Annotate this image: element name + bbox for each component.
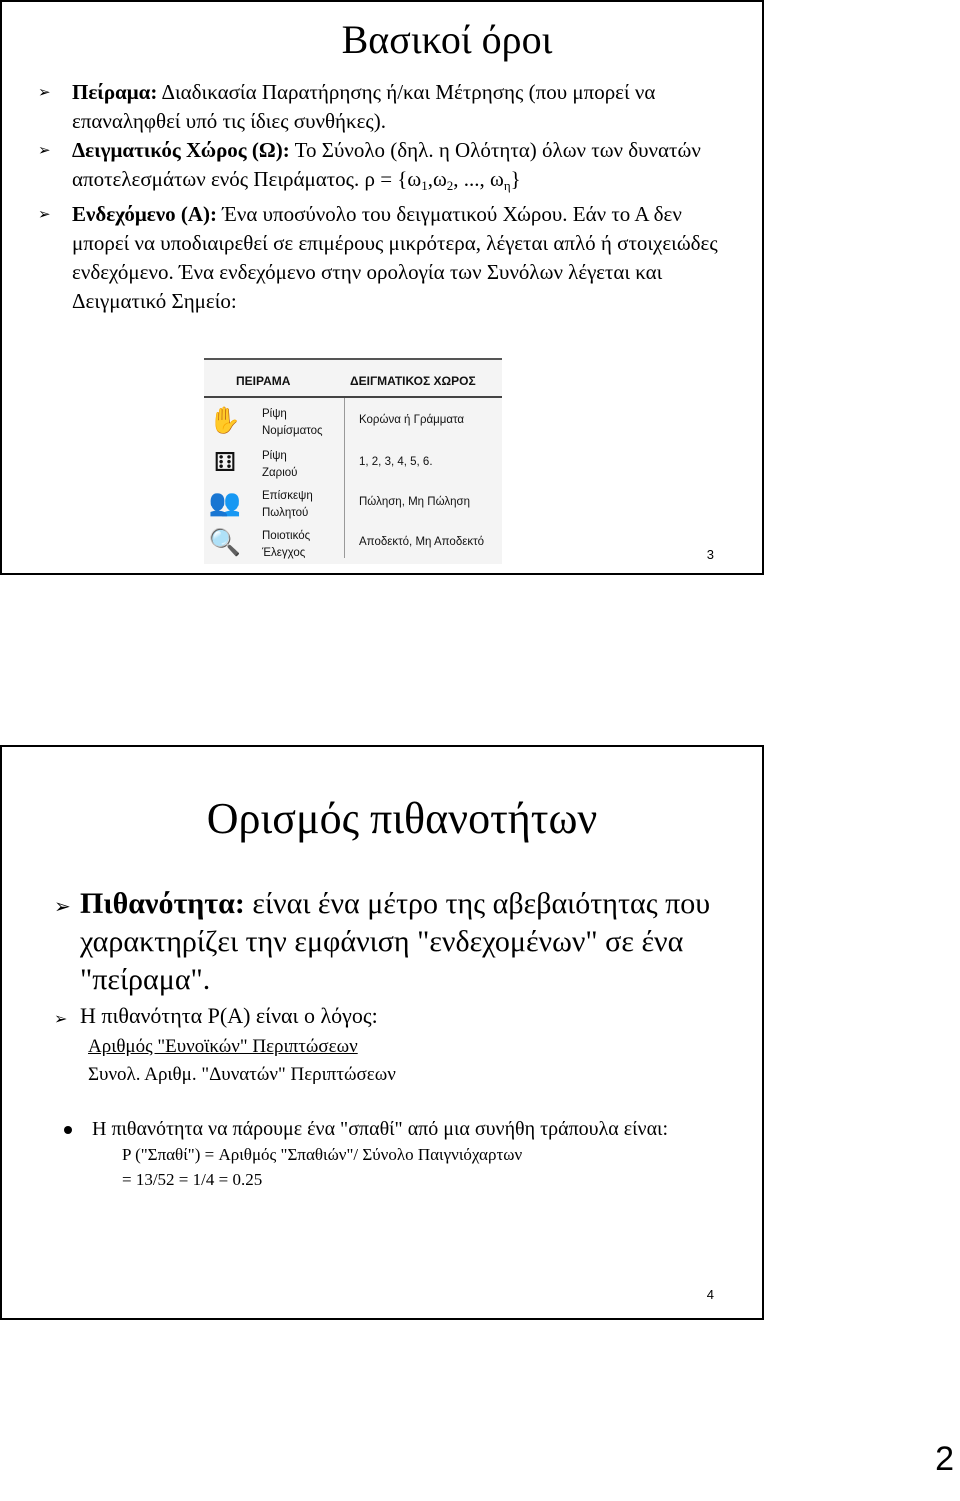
dice-icon: ⚅ [213, 448, 237, 478]
definition-text: , ..., ω [453, 167, 504, 191]
hand-coin-icon: ✋ [208, 406, 242, 436]
definition-text: } [510, 167, 521, 191]
figure-header-experiment: ΠΕΙΡΑΜΑ [236, 374, 291, 388]
outcome-text: Πώληση, Μη Πώληση [359, 496, 470, 508]
probability-ratio [88, 1033, 732, 1089]
figure-row [204, 402, 502, 442]
experiment-name [262, 528, 310, 562]
term-experiment: Πείραμα: [72, 80, 158, 104]
subscript: 2 [446, 178, 454, 193]
arrow-bullet-icon: ➢ [38, 141, 51, 159]
arrow-bullet-icon: ➢ [54, 894, 71, 918]
subscript: η [503, 178, 511, 193]
outcome-text: 1, 2, 3, 4, 5, 6. [359, 456, 433, 468]
bullet-ratio [54, 1001, 732, 1031]
figure-row [204, 524, 502, 564]
definition-text: είναι ένα μέτρο της αβεβαιότητας που χαρακτηρίζει την εμφάνιση "ενδεχομένων" σε ένα "πείραμα". [80, 887, 711, 996]
slide-4 [0, 745, 764, 1320]
arrow-bullet-icon: ➢ [38, 205, 51, 223]
people-icon: 👥 [208, 488, 242, 518]
experiment-name [262, 488, 313, 522]
experiment-line: Νομίσματος [262, 425, 323, 437]
ratio-denominator: Συνολ. Αριθμ. "Δυνατών" Περιπτώσεων [88, 1064, 396, 1085]
experiment-line: Πωλητού [262, 507, 309, 519]
sheet-number: 2 [935, 1440, 954, 1478]
experiment-line: Ζαριού [262, 467, 298, 479]
subscript: 1 [421, 178, 428, 193]
slide-3 [0, 0, 764, 575]
bullet-probability [54, 885, 732, 999]
arrow-bullet-icon: ➢ [38, 83, 51, 101]
example-text: Η πιθανότητα να πάρουμε ένα "σπαθί" από μια συνήθη τράπουλα είναι: [92, 1118, 668, 1140]
figure-header [204, 360, 502, 398]
example-formula: P ("Σπαθί") = Αριθμός "Σπαθιών"/ Σύνολο Παιγνιόχαρτων [122, 1145, 523, 1164]
figure-row [204, 484, 502, 524]
definition-text: ,ω [427, 167, 447, 191]
ratio-numerator: Αριθμός "Ευνοϊκών" Περιπτώσεων [88, 1036, 358, 1057]
experiment-line: Ρίψη [262, 408, 287, 420]
experiment-name [262, 406, 323, 440]
example-item [64, 1117, 732, 1142]
bullet-list [38, 78, 732, 316]
bullet-sample-space [38, 136, 732, 200]
experiment-name [262, 448, 297, 482]
term-probability: Πιθανότητα: [80, 887, 245, 920]
bullet-experiment [38, 78, 732, 136]
bullet-list [54, 885, 732, 1192]
ratio-intro: Η πιθανότητα P(A) είναι ο λόγος: [80, 1003, 378, 1028]
term-event: Ενδεχόμενο (Α): [72, 202, 218, 226]
definition-text: Το Σύνολο (δηλ. η Ολότητα) όλων των δυνατών αποτελεσμάτων ενός Πειράματος. ρ = {ω [72, 138, 701, 191]
term-sample-space: Δειγματικός Χώρος (Ω): [72, 138, 290, 162]
experiment-line: Ποιοτικός [262, 530, 311, 542]
slide-title: Βασικοί όροι [341, 17, 553, 62]
inspector-icon: 🔍 [208, 528, 242, 558]
example-result: = 13/52 = 1/4 = 0.25 [122, 1170, 263, 1189]
experiment-line: Ρίψη [262, 450, 287, 462]
experiment-line: Επίσκεψη [262, 490, 313, 502]
slide-title: Ορισμός πιθανοτήτων [206, 794, 598, 843]
slide-number: 4 [706, 1287, 714, 1302]
outcome-text: Κορώνα ή Γράμματα [359, 414, 465, 426]
arrow-bullet-icon: ➢ [54, 1009, 68, 1028]
figure-header-sample-space: ΔΕΙΓΜΑΤΙΚΟΣ ΧΩΡΟΣ [350, 374, 476, 388]
experiment-line: Έλεγχος [262, 547, 306, 559]
example-list [64, 1117, 732, 1192]
dot-bullet-icon [64, 1126, 72, 1134]
figure-row [204, 444, 502, 484]
definition-text: Διαδικασία Παρατήρησης ή/και Μέτρησης (που μπορεί να επαναληφθεί υπό τις ίδιες συνθήκες). [72, 80, 656, 133]
sample-space-figure [204, 358, 502, 564]
outcome-text: Αποδεκτό, Μη Αποδεκτό [359, 536, 485, 548]
slide-number: 3 [706, 547, 714, 562]
bullet-event [38, 200, 732, 316]
definition-text: Ένα υποσύνολο του δειγματικού Χώρου. Εάν το Α δεν μπορεί να υποδιαιρεθεί σε επιμέρους μικρότερα, λέγεται απλό ή στοιχειώδες ενδεχόμενο. Ένα ενδεχόμενο στην ορολογία των Συνόλων λέγεται και Δειγματικό Σημείο: [72, 202, 718, 313]
